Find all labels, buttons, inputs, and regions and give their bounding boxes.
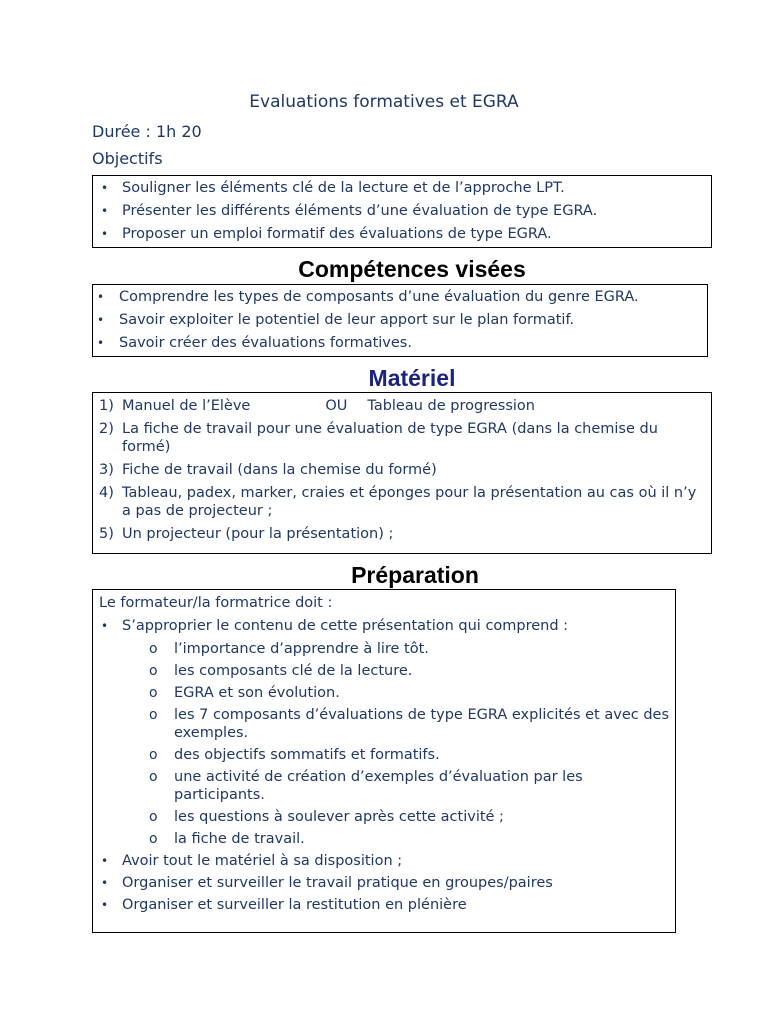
preparation-box: [92, 589, 676, 933]
sub-list-item: o des objectifs sommatifs et formatifs.: [149, 747, 440, 763]
competences-heading: Compétences visées: [298, 256, 526, 282]
preparation-intro: Le formateur/la formatrice doit :: [99, 595, 333, 611]
list-item: • Organiser et surveiller la restitution en plénière: [101, 897, 467, 913]
materiel-heading: Matériel: [368, 365, 456, 391]
sub-list-item: o les questions à soulever après cette activité ;: [149, 809, 504, 825]
list-item: • Savoir exploiter le potentiel de leur apport sur le plan formatif.: [97, 312, 575, 328]
sub-list-item: o EGRA et son évolution.: [149, 685, 340, 701]
sub-list-item: o une activité de création d’exemples d’évaluation par les participants.: [149, 769, 583, 803]
list-item: 5) Un projecteur (pour la présentation) ;: [99, 526, 394, 542]
objectives-box: [92, 175, 712, 248]
list-item: • Souligner les éléments clé de la lecture et de l’approche LPT.: [101, 180, 565, 196]
sub-list-item: o les 7 composants d’évaluations de type EGRA explicités et avec des exemples.: [149, 707, 670, 741]
list-item: 3) Fiche de travail (dans la chemise du formé): [99, 462, 437, 478]
list-item: 2) La fiche de travail pour une évaluation de type EGRA (dans la chemise du formé): [99, 421, 658, 455]
list-item: • Avoir tout le matériel à sa disposition ;: [101, 853, 403, 869]
preparation-heading: Préparation: [351, 562, 479, 588]
list-item: • Savoir créer des évaluations formatives.: [97, 335, 412, 351]
list-item: • Proposer un emploi formatif des évaluations de type EGRA.: [101, 226, 552, 242]
list-item: • Comprendre les types de composants d’une évaluation du genre EGRA.: [97, 289, 639, 305]
objectives-label: Objectifs: [92, 149, 163, 168]
sub-list-item: o la fiche de travail.: [149, 831, 305, 847]
list-item: • Présenter les différents éléments d’une évaluation de type EGRA.: [101, 203, 598, 219]
materiel-box: [92, 392, 712, 554]
sub-list-item: o les composants clé de la lecture.: [149, 663, 413, 679]
list-item: • S’approprier le contenu de cette présentation qui comprend :: [101, 618, 569, 634]
sub-list-item: o l’importance d’apprendre à lire tôt.: [149, 641, 429, 657]
list-item: • Organiser et surveiller le travail pratique en groupes/paires: [101, 875, 553, 891]
list-item: 4) Tableau, padex, marker, craies et éponges pour la présentation au cas où il n’y a pas de projecteur ;: [99, 485, 697, 519]
list-item: 1) Manuel de l’Elève OU Tableau de progression: [99, 398, 535, 414]
document-title: Evaluations formatives et EGRA: [249, 92, 519, 112]
duration: Durée : 1h 20: [92, 122, 202, 141]
competences-box: [92, 284, 708, 357]
